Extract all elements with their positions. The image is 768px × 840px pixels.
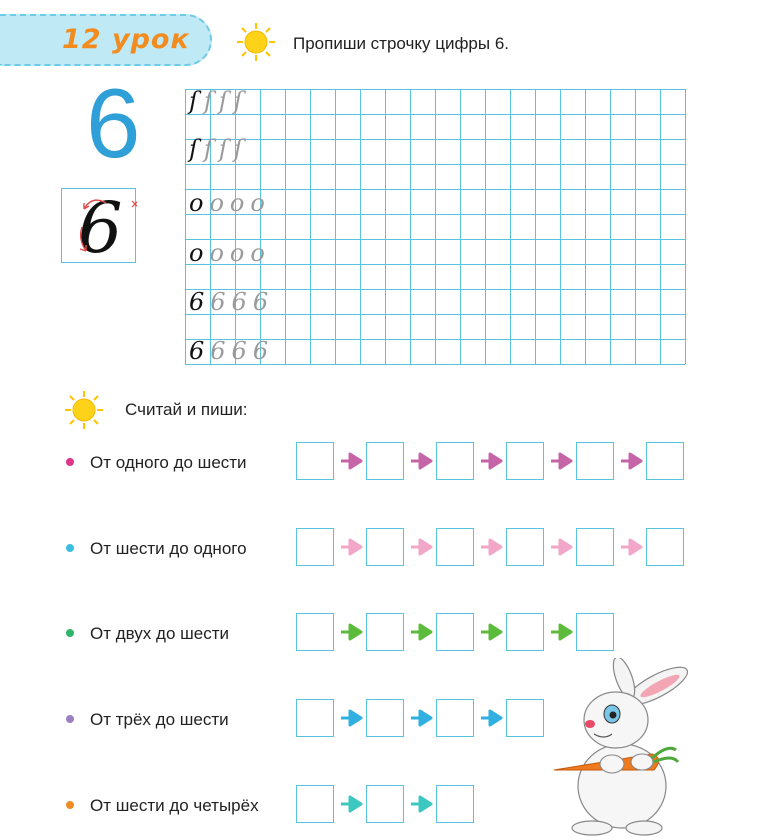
arrow-right-icon: [340, 451, 364, 471]
instruction-text: Пропиши строчку цифры 6.: [293, 34, 510, 53]
bullet-dot: [66, 801, 74, 809]
answer-box[interactable]: [646, 442, 684, 480]
arrow-right-icon: [550, 622, 574, 642]
script-digit: 6: [78, 187, 123, 269]
bullet-dot: [66, 715, 74, 723]
answer-box[interactable]: [576, 613, 614, 651]
answer-box[interactable]: [366, 613, 404, 651]
answer-box[interactable]: [436, 528, 474, 566]
copy-row-3: oooo: [189, 189, 271, 217]
sun-icon: [236, 22, 276, 62]
arrow-right-icon: [410, 708, 434, 728]
answer-box[interactable]: [506, 699, 544, 737]
task-label: От одного до шести: [90, 453, 247, 472]
arrow-right-icon: [410, 537, 434, 557]
stroke-direction-arrow-icon: [62, 189, 137, 264]
bullet-dot: [66, 544, 74, 552]
answer-box[interactable]: [436, 699, 474, 737]
bullet-dot: [66, 629, 74, 637]
answer-box[interactable]: [436, 442, 474, 480]
answer-box[interactable]: [366, 785, 404, 823]
answer-box[interactable]: [506, 442, 544, 480]
arrow-right-icon: [340, 622, 364, 642]
answer-box[interactable]: [576, 528, 614, 566]
copy-row-4: oooo: [189, 239, 271, 267]
copy-grid[interactable]: [185, 89, 687, 365]
task-row: [0, 613, 768, 653]
answer-box[interactable]: [366, 528, 404, 566]
copy-row-2: ſſſſ: [189, 135, 249, 163]
arrow-right-icon: [340, 794, 364, 814]
arrow-right-icon: [550, 537, 574, 557]
bunny-with-carrot-illustration: [552, 658, 702, 836]
arrow-right-icon: [410, 451, 434, 471]
answer-box[interactable]: [366, 699, 404, 737]
task-label: От шести до одного: [90, 539, 247, 558]
arrow-right-icon: [480, 537, 504, 557]
arrow-right-icon: [620, 537, 644, 557]
arrow-right-icon: [410, 622, 434, 642]
arrow-right-icon: [340, 537, 364, 557]
answer-box[interactable]: [296, 785, 334, 823]
task-row: [0, 442, 768, 482]
answer-box[interactable]: [576, 442, 614, 480]
answer-box[interactable]: [436, 785, 474, 823]
script-digit-box: [61, 187, 136, 269]
answer-box[interactable]: [506, 613, 544, 651]
printed-digit: 6: [86, 68, 141, 178]
arrow-right-icon: [620, 451, 644, 471]
sun-icon: [64, 390, 104, 430]
answer-box[interactable]: [296, 613, 334, 651]
lesson-title: 12 урок: [62, 24, 190, 55]
bullet-dot: [66, 458, 74, 466]
task-label: От шести до четырёх: [90, 796, 259, 815]
arrow-right-icon: [480, 622, 504, 642]
copy-row-5: 6666: [189, 288, 275, 316]
task-row: [0, 528, 768, 568]
answer-box[interactable]: [296, 699, 334, 737]
arrow-right-icon: [480, 451, 504, 471]
answer-box[interactable]: [296, 528, 334, 566]
answer-box[interactable]: [366, 442, 404, 480]
answer-box[interactable]: [296, 442, 334, 480]
arrow-right-icon: [340, 708, 364, 728]
answer-box[interactable]: [436, 613, 474, 651]
arrow-right-icon: [550, 451, 574, 471]
task-label: От двух до шести: [90, 624, 230, 643]
task-label: От трёх до шести: [90, 710, 229, 729]
arrow-right-icon: [480, 708, 504, 728]
arrow-right-icon: [410, 794, 434, 814]
answer-box[interactable]: [506, 528, 544, 566]
answer-box[interactable]: [646, 528, 684, 566]
counting-title: Считай и пиши:: [125, 400, 248, 419]
copy-row-6: 6666: [189, 337, 275, 365]
copy-row-1: ſſſſ: [189, 87, 249, 115]
